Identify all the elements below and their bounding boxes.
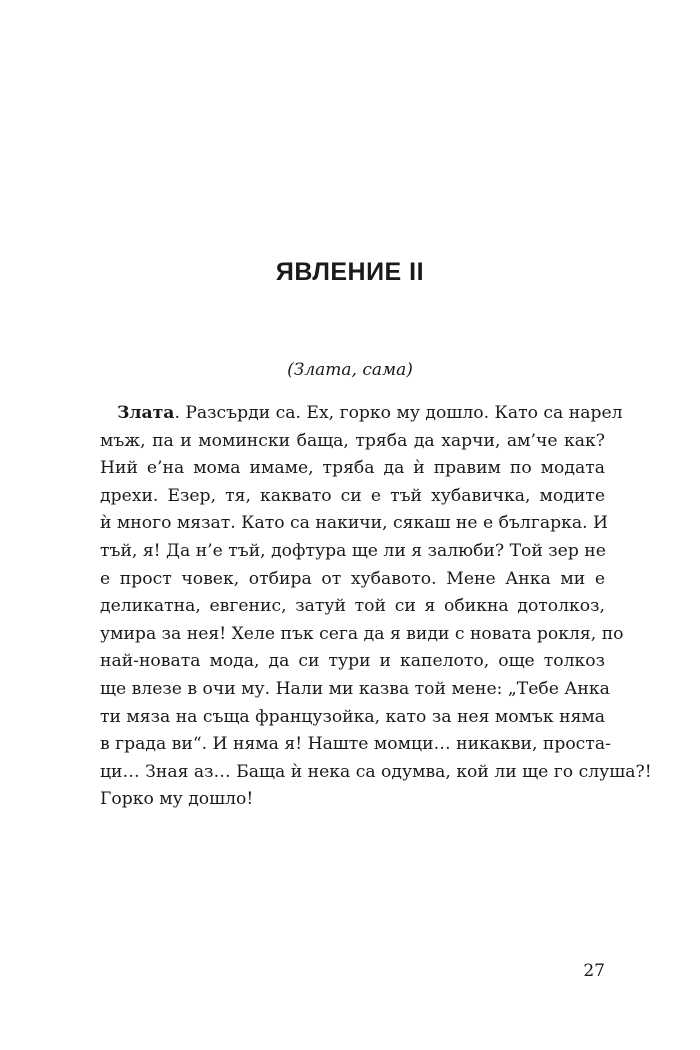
text-line: умира за нея! Хеле пък сега да я види с новата рокля, по <box>100 623 624 644</box>
text-line: мъж, па и момински баща, тряба да харчи, ам’че как? <box>100 430 605 451</box>
text-line: в града ви“. И няма я! Наште момци… никакви, проста- <box>100 734 611 755</box>
text-line: Злата. Разсърди са. Ех, горко му дошло. Като са нарел <box>117 403 623 423</box>
text-line: е прост човек, отбира от хубавото. Мене Анка ми е <box>100 568 605 589</box>
text-line: деликатна, евгенис, затуй той си я обикна дотолкоз, <box>100 596 605 617</box>
page-number: 27 <box>583 961 605 981</box>
text-line: най-новата мода, да си тури и капелото, още толкоз <box>100 651 605 672</box>
scene-heading: ЯВЛЕНИЕ II <box>275 258 425 286</box>
text-line: ти мяза на съща французойка, като за нея момък няма <box>100 706 606 727</box>
text-line: дрехи. Езер, тя, каквато си е тъй хубавичка, модите <box>100 485 605 506</box>
text-line: ци… Зная аз… Баща ѝ нека са одумва, кой ли ще го слуша?! <box>100 761 652 782</box>
text-line: Горко му дошло! <box>100 789 254 810</box>
text-line: Ний е’на мома имаме, тряба да ѝ правим по модата <box>100 458 605 479</box>
text-line: ѝ много мязат. Като са накичи, сякаш не е българка. И <box>100 513 609 534</box>
speech-paragraph <box>100 400 652 814</box>
speaker-name: Злата <box>117 403 175 423</box>
stage-direction: (Злата, сама) <box>287 360 413 380</box>
text-line: тъй, я! Да н’е тъй, дофтура ще ли я залюби? Той зер не <box>100 540 606 561</box>
text-line: ще влезе в очи му. Нали ми казва той мене: „Тебе Анка <box>100 678 610 699</box>
